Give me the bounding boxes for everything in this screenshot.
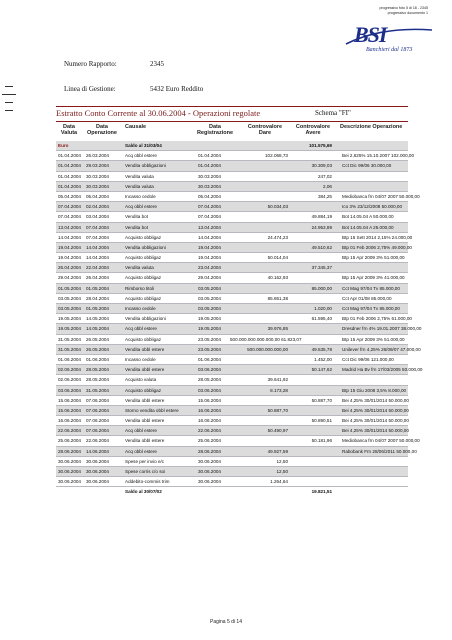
data-valuta-cell: 19.05.2004	[58, 316, 81, 322]
controvalore-dare-cell: 50.490,97	[267, 428, 288, 434]
data-operazione-cell: 01.05.2004	[86, 285, 109, 291]
data-registrazione-cell: 14.04.2004	[198, 234, 221, 240]
data-registrazione-cell: 19.04.2004	[198, 244, 221, 250]
numero-rapporto-label: Numero Rapporto:	[64, 60, 117, 68]
data-operazione-cell: 14.05.2004	[86, 316, 109, 322]
currency-label: Euro	[58, 143, 69, 148]
causale-cell: Vendita obbl estere	[125, 397, 165, 403]
data-valuta-cell: 29.04.2004	[58, 275, 81, 281]
table-row	[56, 416, 408, 426]
data-registrazione-cell: 03.06.2004	[198, 387, 221, 393]
data-valuta-cell: 02.06.2004	[58, 377, 81, 383]
data-registrazione-cell: 03.05.2004	[198, 285, 221, 291]
data-valuta-cell: 07.04.2004	[58, 204, 81, 210]
closing-balance-label: Saldo al 30/07/02	[125, 489, 162, 495]
controvalore-dare-cell: 85.861,38	[267, 295, 288, 301]
table-row	[56, 253, 408, 263]
table-row	[56, 314, 412, 324]
data-operazione-cell: 28.05.2004	[86, 367, 109, 373]
table-row	[56, 426, 408, 436]
controvalore-dare-cell: 500.000.000.000.000,00 61.823,07	[230, 336, 302, 342]
descrizione-cell: Btp 15 Giu 2008 3,5% 8.000,00	[342, 387, 407, 393]
binding-mark	[5, 102, 13, 103]
data-operazione-cell: 01.05.2004	[86, 306, 109, 311]
table-row	[56, 477, 408, 487]
linea-gestione-value: 5432 Euro Reddito	[150, 85, 204, 93]
data-operazione-cell: 26.05.2004	[86, 346, 109, 352]
table-row	[56, 243, 412, 253]
descrizione-cell: Btp 15 Sett 2014 2,15% 24.000,00	[342, 234, 413, 240]
causale-cell: Vendita obbligazioni	[125, 316, 166, 322]
data-registrazione-cell: 07.04.2004	[198, 214, 221, 220]
table-row	[56, 192, 420, 202]
descrizione-cell: Madrid Ha Bv frn 17/03/2005 50.000,00	[342, 367, 423, 373]
data-valuta-cell: 30.06.2004	[58, 469, 81, 474]
controvalore-avere-cell: 85.000,00	[311, 285, 332, 291]
data-valuta-cell: 26.04.2004	[58, 265, 81, 271]
controvalore-avere-cell: 1.452,00	[314, 356, 332, 362]
controvalore-dare-cell: 50.034,03	[267, 204, 288, 210]
causale-cell: Vendita valuta	[125, 173, 154, 179]
data-valuta-cell: 14.04.2004	[58, 234, 81, 240]
descrizione-cell: Cct Dic 99/06 121.000,00	[342, 356, 394, 362]
data-registrazione-cell: 13.04.2004	[198, 224, 221, 230]
causale-cell: Vendita bot	[125, 224, 148, 230]
col-causale: Causale	[125, 124, 147, 130]
data-valuta-cell: 31.05.2004	[58, 346, 81, 352]
descrizione-cell: Btp 15 Apr 2009 3% 41.000,00	[342, 275, 405, 281]
data-registrazione-cell: 23.05.2004	[198, 346, 221, 352]
data-valuta-cell: 01.04.2004	[58, 163, 81, 169]
descrizione-cell: Bei 4,25% 30/01/2014 50.000,00	[342, 407, 409, 413]
causale-cell: Vendita obbl estere	[125, 346, 165, 352]
data-registrazione-cell: 28.05.2004	[198, 377, 221, 383]
descrizione-cell: Unilever frn 4,25% 26/09/07 47.000,00	[342, 346, 421, 352]
closing-balance-amount: 19.821,51	[311, 489, 332, 495]
data-operazione-cell: 14.05.2004	[86, 326, 109, 332]
table-row	[56, 324, 422, 334]
controvalore-avere-cell: 37.345,37	[311, 265, 332, 271]
col-controvalore-dare: Controvalore Dare	[247, 124, 283, 137]
col-controvalore-avere: Controvalore Avere	[295, 124, 331, 137]
data-registrazione-cell: 30.06.2004	[198, 469, 221, 474]
table-row	[56, 447, 417, 457]
table-row	[56, 335, 408, 345]
controvalore-dare-cell: 102.068,73	[265, 153, 288, 159]
controvalore-dare-cell: 39.976,85	[267, 326, 288, 332]
col-data-operazione: Data Operazione	[87, 124, 117, 137]
descrizione-cell: Btp 01 Feb 2006 2,75% 61.000,00	[342, 316, 412, 322]
data-registrazione-cell: 15.06.2004	[198, 397, 221, 403]
data-operazione-cell: 14.04.2004	[86, 244, 109, 250]
data-valuta-cell: 02.06.2004	[58, 367, 81, 373]
binding-mark	[5, 110, 13, 111]
data-operazione-cell: 07.04.2004	[86, 234, 109, 240]
causale-cell: Acq obbl estere	[125, 448, 157, 454]
document-reference	[379, 6, 428, 16]
page-number: Pagina 5 di 14	[210, 619, 242, 625]
data-valuta-cell: 25.06.2004	[58, 438, 81, 444]
data-registrazione-cell: 16.06.2004	[198, 407, 221, 413]
data-valuta-cell: 30.06.2004	[58, 479, 81, 485]
descrizione-cell: Btp 01 Feb 2006 2,75% 49.000,00	[342, 244, 412, 250]
descrizione-cell: Bei 2,625% 15.10.2007 102.000,00	[342, 153, 415, 159]
schema-label: Schema "FI"	[315, 109, 351, 117]
causale-cell: Vendita bot	[125, 214, 148, 220]
numero-rapporto-value: 2345	[150, 60, 164, 68]
data-registrazione-cell: 30.03.2004	[198, 183, 221, 189]
statement-title: Estratto Conto Corrente al 30.06.2004 - Operazioni regolate	[56, 108, 261, 118]
data-registrazione-cell: 29.04.2004	[198, 275, 221, 281]
data-valuta-cell: 01.05.2004	[58, 285, 81, 291]
data-operazione-cell: 07.04.2004	[86, 224, 109, 230]
descrizione-cell: Btp 15 Apr 2009 3% 51.000,00	[342, 336, 405, 342]
data-registrazione-cell: 07.04.2004	[198, 204, 221, 210]
data-operazione-cell: 28.04.2004	[86, 295, 109, 301]
causale-cell: Addebito-commis trim	[125, 479, 170, 485]
controvalore-dare-cell: 49.927,59	[267, 448, 288, 454]
descrizione-cell: Bei 4,25% 30/01/2014 50.000,00	[342, 397, 409, 403]
title-top-rule	[56, 106, 408, 107]
data-operazione-cell: 30.06.2004	[86, 479, 109, 485]
data-operazione-cell: 29.03.2004	[86, 163, 109, 169]
descrizione-cell: Cct Mag 97/04 Tv 85.000,00	[342, 285, 400, 291]
causale-cell: Vendita obbl estere	[125, 418, 165, 424]
causale-cell: Acq obbl estere	[125, 153, 157, 159]
data-valuta-cell: 03.05.2004	[58, 295, 81, 301]
controvalore-avere-cell: 30.309,03	[311, 163, 332, 169]
causale-cell: Acquisto obbligaz	[125, 234, 162, 240]
causale-cell: Acquisto obbligaz	[125, 295, 162, 301]
data-valuta-cell: 19.04.2004	[58, 244, 81, 250]
data-registrazione-cell: 19.05.2004	[198, 326, 221, 332]
table-header	[56, 124, 408, 141]
data-valuta-cell: 19.04.2004	[58, 255, 81, 261]
causale-cell: Acquisto obbligaz	[125, 336, 162, 342]
controvalore-dare-cell: 8.173,28	[270, 387, 288, 393]
table-row	[56, 223, 408, 233]
controvalore-avere-cell: 61.595,40	[311, 316, 332, 322]
controvalore-avere-cell: 49.510,62	[311, 244, 332, 250]
controvalore-avere-cell: 49.884,19	[311, 214, 332, 220]
descrizione-cell: Cct Apr 01/08 85.000,00	[342, 295, 392, 301]
data-operazione-cell: 07.06.2004	[86, 397, 109, 403]
descrizione-cell: Bei 4,25% 30/01/2014 50.000,00	[342, 428, 409, 434]
data-operazione-cell: 07.06.2004	[86, 407, 109, 413]
data-valuta-cell: 01.04.2004	[58, 153, 81, 159]
opening-balance-label: Saldo al 31/03/04	[125, 143, 162, 148]
descrizione-cell: Ico 3% 23/12/2008 50.000,00	[342, 204, 403, 210]
data-operazione-cell: 14.06.2004	[86, 448, 109, 454]
causale-cell: Acq obbl estere	[125, 428, 157, 434]
causale-cell: Incasso cedole	[125, 306, 156, 311]
data-operazione-cell: 30.03.2004	[86, 183, 109, 189]
causale-cell: Acquisto obbligaz	[125, 275, 162, 281]
table-row	[56, 182, 408, 192]
data-valuta-cell: 16.06.2004	[58, 418, 81, 424]
data-registrazione-cell: 03.05.2004	[198, 306, 221, 311]
data-valuta-cell: 28.06.2004	[58, 448, 81, 454]
controvalore-avere-cell: 49.535,78	[311, 346, 332, 352]
causale-cell: Vendita valuta	[125, 265, 154, 271]
controvalore-avere-cell: 247,02	[317, 173, 332, 179]
table-row	[56, 202, 408, 212]
data-operazione-cell: 01.06.2004	[86, 356, 109, 362]
causale-cell: Vendita obbl estere	[125, 438, 165, 444]
binding-mark	[2, 94, 16, 95]
data-operazione-cell: 26.03.2004	[86, 153, 109, 159]
data-valuta-cell: 15.06.2004	[58, 407, 81, 413]
opening-balance-amount: 101.575,69	[309, 143, 332, 148]
table-row	[56, 355, 408, 365]
table-row	[56, 406, 408, 416]
controvalore-dare-cell: 12,50	[276, 469, 288, 474]
data-registrazione-cell: 01.04.2004	[198, 153, 221, 159]
table-row	[56, 386, 408, 396]
currency-row	[56, 141, 408, 151]
controvalore-avere-cell: 1.020,00	[314, 306, 332, 311]
linea-gestione-label: Linea di Gestione:	[64, 85, 116, 93]
data-registrazione-cell: 30.06.2004	[198, 458, 221, 464]
data-registrazione-cell: 03.05.2004	[198, 295, 221, 301]
data-operazione-cell: 03.04.2004	[86, 214, 109, 220]
descrizione-cell: Dresdner frn 4% 19.01.2007 38.000,00	[342, 326, 422, 332]
logo-text: BSI	[354, 22, 387, 47]
table-row	[56, 263, 408, 273]
data-valuta-cell: 01.04.2004	[58, 173, 81, 179]
data-valuta-cell: 31.05.2004	[58, 336, 81, 342]
data-registrazione-cell: 01.04.2004	[198, 163, 221, 169]
causale-cell: Spese corris c/o soi	[125, 469, 166, 474]
statement-table	[56, 124, 423, 497]
table-row	[56, 151, 415, 161]
causale-cell: Acq obbl estere	[125, 326, 157, 332]
descrizione-cell: Cct Dic 99/06 30.000,00	[342, 163, 392, 169]
descrizione-cell: Cct Mag 97/04 Tv 85.000,00	[342, 306, 400, 311]
controvalore-dare-cell: 50.887,70	[267, 407, 288, 413]
logo-subtitle: Banchieri dal 1873	[366, 47, 413, 53]
table-row	[56, 273, 408, 283]
data-operazione-cell: 14.04.2004	[86, 255, 109, 261]
data-operazione-cell: 31.05.2004	[86, 387, 109, 393]
descrizione-cell: Mediobanca frn 04/07 2007 50.000,00	[342, 193, 420, 199]
table-row	[56, 294, 408, 304]
descrizione-cell: Btp 15 Apr 2009 3% 51.000,00	[342, 255, 405, 261]
controvalore-dare-cell: 24.474,23	[267, 234, 288, 240]
data-valuta-cell: 07.04.2004	[58, 214, 81, 220]
data-registrazione-cell: 19.05.2004	[198, 316, 221, 322]
controvalore-avere-cell: 50.887,70	[311, 397, 332, 403]
table-row	[56, 396, 408, 406]
descrizione-cell: Mediobanca frn 04/07 2007 50.000,00	[342, 438, 420, 444]
closing-balance-row	[56, 487, 408, 496]
causale-cell: Acquisto obbligaz	[125, 255, 162, 261]
data-registrazione-cell: 30.03.2004	[198, 173, 221, 179]
table-row	[56, 436, 420, 446]
data-valuta-cell: 30.06.2004	[58, 458, 81, 464]
data-valuta-cell: 15.06.2004	[58, 397, 81, 403]
causale-cell: Vendita obbligazioni	[125, 244, 166, 250]
data-valuta-cell: 03.06.2004	[58, 387, 81, 393]
causale-cell: Acq obbl estere	[125, 204, 157, 210]
table-row	[56, 365, 423, 375]
data-operazione-cell: 22.04.2004	[86, 265, 109, 271]
reference-line-1: progressivo foto 5 di 18 - 2345	[379, 6, 428, 10]
data-registrazione-cell: 16.06.2004	[198, 418, 221, 424]
descrizione-cell: Bot 14.05.04 A 25.000,00	[342, 224, 394, 230]
data-operazione-cell: 22.06.2004	[86, 438, 109, 444]
causale-cell: Vendita valuta	[125, 183, 154, 189]
causale-cell: Vendita obbl estere	[125, 367, 165, 373]
data-registrazione-cell: 19.04.2004	[198, 255, 221, 261]
reference-line-2: progressivo documento 1	[387, 11, 428, 15]
transaction-rows	[56, 151, 423, 487]
descrizione-cell: Bei 4,25% 30/01/2014 50.000,00	[342, 418, 409, 424]
data-operazione-cell: 07.06.2004	[86, 428, 109, 434]
data-registrazione-cell: 01.06.2004	[198, 356, 221, 362]
table-row	[56, 233, 413, 243]
table-row	[56, 467, 408, 477]
table-row	[56, 375, 408, 385]
controvalore-dare-cell: 39.641,92	[267, 377, 288, 383]
causale-cell: Acquisto valuta	[125, 377, 157, 383]
controvalore-avere-cell: 50.181,96	[311, 438, 332, 444]
data-operazione-cell: 30.06.2004	[86, 458, 109, 464]
controvalore-dare-cell: 1.264,64	[270, 479, 288, 485]
descrizione-cell: Rabobank Frn 28/06/2011 50.000,00	[342, 448, 417, 454]
data-operazione-cell: 28.05.2004	[86, 377, 109, 383]
data-operazione-cell: 02.04.2004	[86, 204, 109, 210]
data-operazione-cell: 30.03.2004	[86, 173, 109, 179]
controvalore-avere-cell: 50.890,51	[311, 418, 332, 424]
data-registrazione-cell: 23.05.2004	[198, 336, 221, 342]
table-row	[56, 457, 408, 467]
table-row	[56, 161, 408, 171]
data-valuta-cell: 03.05.2004	[58, 306, 81, 311]
data-operazione-cell: 30.06.2004	[86, 469, 109, 474]
table-row	[56, 172, 408, 182]
data-valuta-cell: 05.04.2004	[58, 193, 81, 199]
causale-cell: Incasso cedole	[125, 356, 156, 362]
table-row	[56, 304, 408, 314]
causale-cell: Incasso cedole	[125, 193, 156, 199]
causale-cell: Acquisto obbligaz	[125, 387, 162, 393]
causale-cell: Rimborso titoli	[125, 285, 155, 291]
col-data-valuta: Data Valuta	[60, 124, 78, 137]
data-registrazione-cell: 25.06.2004	[198, 438, 221, 444]
table-row	[56, 345, 421, 355]
controvalore-avere-cell: 50.147,62	[311, 367, 332, 373]
col-descrizione: Descrizione Operazione	[340, 124, 403, 130]
data-operazione-cell: 07.06.2004	[86, 418, 109, 424]
descrizione-cell: Bot 14.05.04 A 50.000,00	[342, 214, 394, 220]
data-valuta-cell: 13.04.2004	[58, 224, 81, 230]
table-row	[56, 284, 408, 294]
data-registrazione-cell: 28.06.2004	[198, 448, 221, 454]
data-operazione-cell: 26.04.2004	[86, 275, 109, 281]
controvalore-dare-cell: 40.162,93	[267, 275, 288, 281]
data-registrazione-cell: 23.04.2004	[198, 265, 221, 271]
data-valuta-cell: 22.06.2004	[58, 428, 81, 434]
side-binding-marks	[2, 86, 16, 118]
controvalore-avere-cell: 384,25	[317, 193, 332, 199]
data-operazione-cell: 26.05.2004	[86, 336, 109, 342]
table-row	[56, 212, 408, 222]
causale-cell: Storno vendita obbl estere	[125, 407, 179, 413]
data-registrazione-cell: 22.06.2004	[198, 428, 221, 434]
data-operazione-cell: 05.04.2004	[86, 193, 109, 199]
controvalore-avere-cell: 24.953,89	[311, 224, 332, 230]
causale-cell: Vendita obbligazioni	[125, 163, 166, 169]
controvalore-dare-cell: 500.000.000.000,00	[247, 346, 288, 352]
binding-mark	[5, 86, 13, 87]
data-registrazione-cell: 05.04.2004	[198, 193, 221, 199]
data-valuta-cell: 01.06.2004	[58, 356, 81, 362]
data-registrazione-cell: 03.06.2004	[198, 367, 221, 373]
causale-cell: Spese per invio e/c	[125, 458, 165, 464]
data-valuta-cell: 19.05.2004	[58, 326, 81, 332]
controvalore-dare-cell: 12,50	[276, 458, 288, 464]
bank-logo	[350, 24, 428, 54]
controvalore-avere-cell: 2,06	[323, 183, 332, 189]
controvalore-dare-cell: 50.014,04	[267, 255, 288, 261]
col-data-registrazione: Data Registrazione	[196, 124, 234, 137]
data-valuta-cell: 01.04.2004	[58, 183, 81, 189]
title-bottom-rule	[56, 121, 408, 122]
data-registrazione-cell: 30.06.2004	[198, 479, 221, 485]
